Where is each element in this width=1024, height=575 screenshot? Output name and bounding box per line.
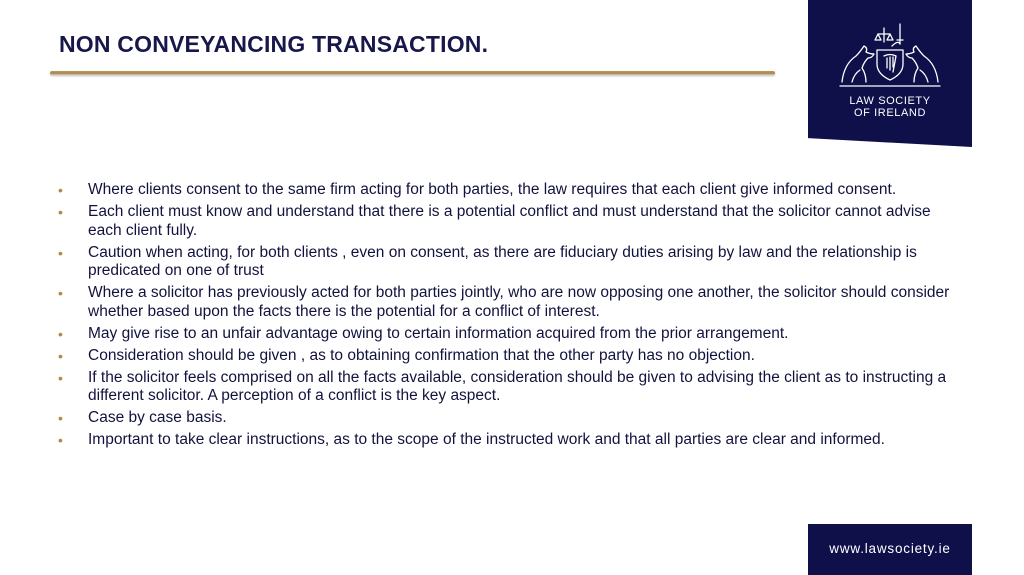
title-divider [50, 71, 775, 75]
bullet-list [58, 181, 968, 453]
footer-url-link[interactable]: www.lawsociety.ie [829, 541, 951, 556]
bullet-dot-icon: • [58, 285, 63, 301]
bullet-text: Caution when acting, for both clients , even on consent, as there are fiduciary duties arising by law and the relationship is predicated on one of trust [88, 243, 917, 279]
bullet-dot-icon: • [58, 182, 63, 198]
bullet-text: Consideration should be given , as to obtaining confirmation that the other party has no objection. [88, 346, 755, 364]
bullet-dot-icon: • [58, 244, 63, 261]
slide-title: NON CONVEYANCING TRANSACTION. [59, 31, 489, 57]
bullet-item [58, 284, 968, 321]
bullet-dot-icon: • [58, 410, 63, 426]
bullet-dot-icon: • [58, 347, 63, 364]
bullet-text: Where a solicitor has previously acted for both parties jointly, who are now opposing one another, the solicitor should consider whether based upon the facts there is the potential for a conflict of interest. [88, 284, 950, 320]
bullet-dot-icon: • [58, 204, 63, 220]
logo-text-line2: OF IRELAND [853, 107, 926, 119]
footer-banner [808, 524, 972, 575]
bullet-dot-icon: • [58, 325, 63, 342]
bullet-text: Each client must know and understand that there is a potential conflict and must understand that the solicitor cannot advise each client fully. [88, 203, 931, 239]
bullet-item [58, 409, 968, 428]
bullet-text: If the solicitor feels comprised on all the facts available, consideration should be given to advising the client as to instructing a different solicitor. A perception of a conflict is the key aspect. [88, 368, 947, 404]
bullet-dot-icon: • [58, 369, 63, 386]
bullet-dot-icon: • [58, 432, 63, 448]
bullet-text: Case by case basis. [88, 409, 227, 426]
bullet-item [58, 347, 968, 366]
law-society-crest-icon [834, 20, 946, 92]
logo-text-line1: LAW SOCIETY [849, 95, 931, 107]
bullet-text: Where clients consent to the same firm acting for both parties, the law requires that each client give informed consent. [88, 181, 897, 198]
bullet-item [58, 244, 968, 281]
bullet-item [58, 181, 968, 200]
bullet-item [58, 325, 968, 344]
bullet-item [58, 431, 968, 450]
bullet-item [58, 203, 968, 240]
bullet-item [58, 369, 968, 406]
bullet-text: Important to take clear instructions, as to the scope of the instructed work and that all parties are clear and informed. [88, 431, 885, 448]
bullet-text: May give rise to an unfair advantage owing to certain information acquired from the prior arrangement. [88, 324, 789, 342]
